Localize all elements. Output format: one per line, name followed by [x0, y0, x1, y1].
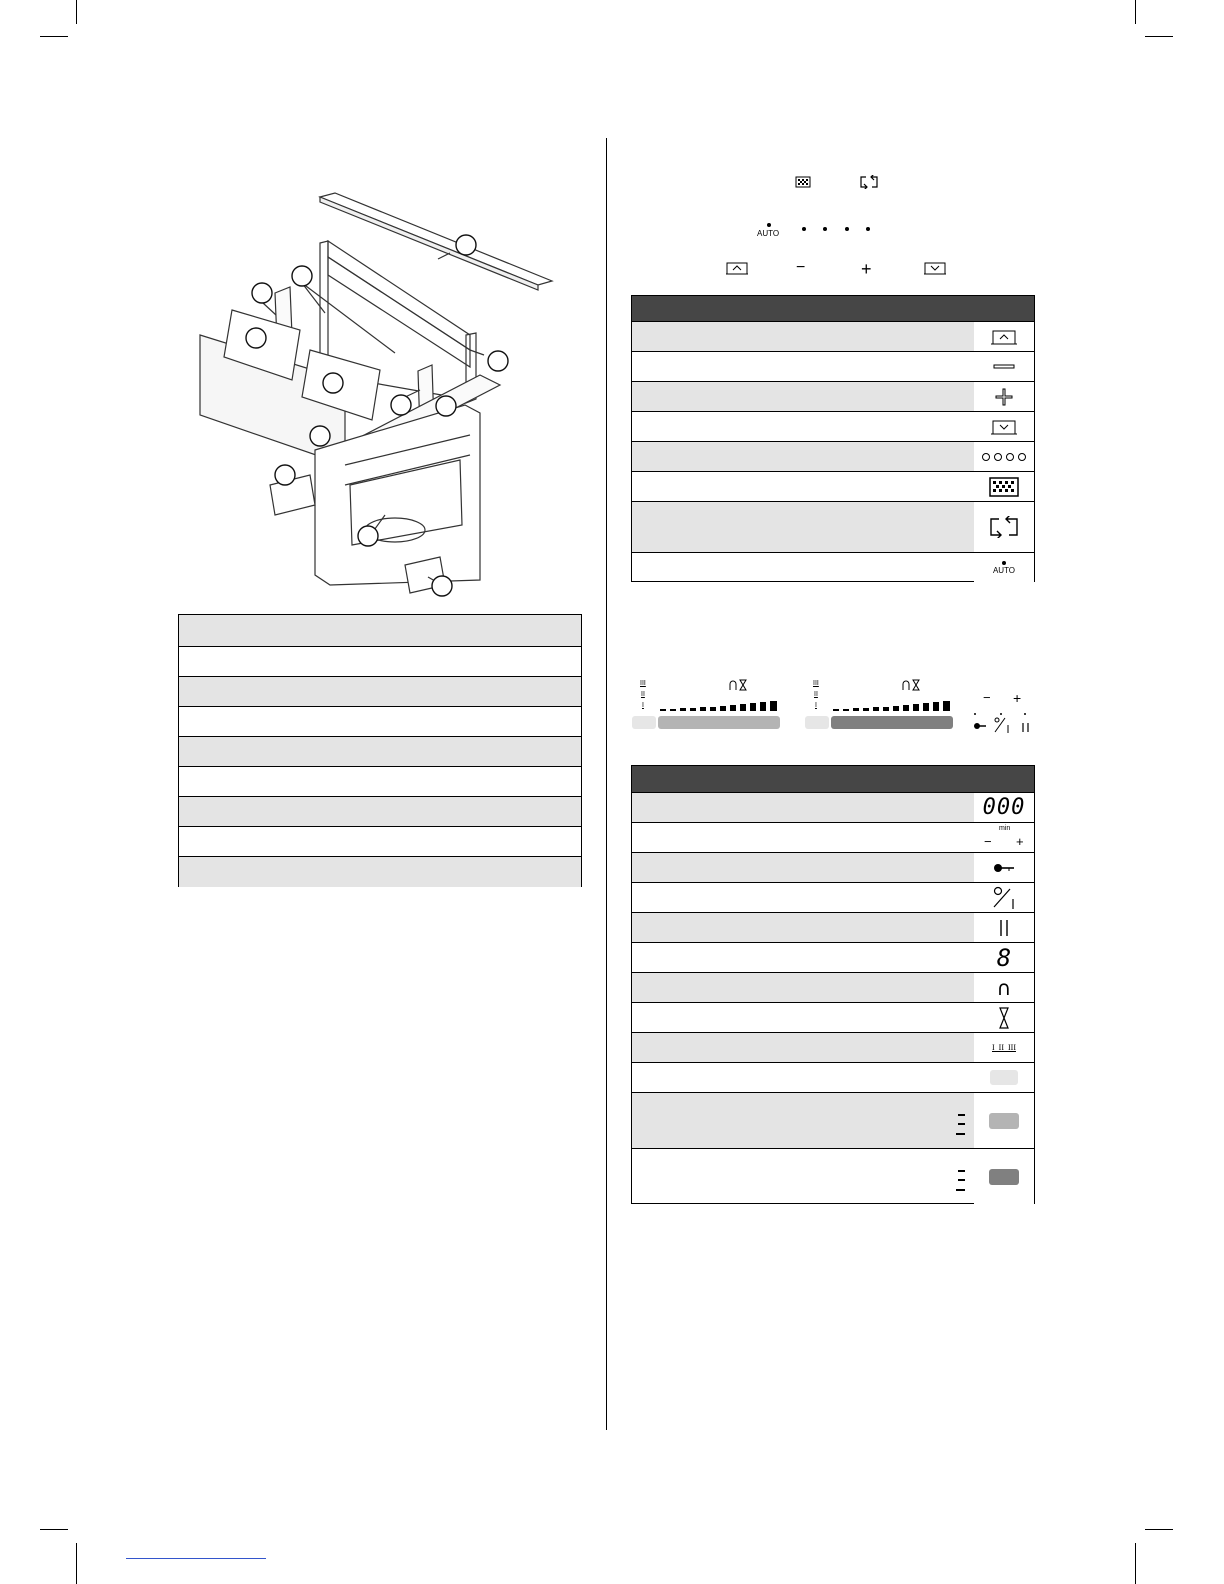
table-row	[179, 766, 581, 796]
timer-plus-icon: +	[1016, 834, 1024, 849]
pan-hourglass-icon	[729, 679, 747, 691]
zone-bar-medium	[658, 716, 780, 729]
zone-bar-dark	[831, 716, 953, 729]
plus-icon	[995, 388, 1013, 406]
crop-mark	[40, 1529, 68, 1530]
digit-display-icon: 8	[996, 943, 1012, 972]
exploded-view-diagram	[180, 185, 580, 605]
auto-button[interactable]: AUTO	[757, 229, 780, 238]
key-lock-icon	[993, 863, 1015, 873]
table-row	[632, 1032, 1034, 1062]
heat-level-label: I	[815, 702, 817, 709]
zone-medium-icon	[989, 1113, 1019, 1129]
table-row	[179, 856, 581, 887]
auto-dot	[1002, 561, 1006, 565]
auto-mode-icon: AUTO	[992, 565, 1016, 575]
footer-link[interactable]	[126, 1558, 266, 1559]
pan-detection-icon: ∩	[996, 975, 1012, 1000]
minus-icon	[993, 364, 1015, 370]
level-bars-icon	[956, 1113, 966, 1137]
crop-mark	[1135, 1543, 1136, 1584]
recirculation-icon	[989, 516, 1019, 538]
table-row	[179, 676, 581, 706]
plus-button[interactable]: +	[861, 259, 872, 279]
level-dot	[802, 227, 806, 231]
table-row	[179, 736, 581, 766]
table-row	[632, 1062, 1034, 1092]
auto-dot	[767, 223, 771, 227]
power-bar-graph	[833, 700, 953, 712]
table-row	[632, 471, 1034, 501]
grease-filter-icon	[989, 477, 1019, 497]
level-dot	[823, 227, 827, 231]
heat-level-label: III	[640, 680, 646, 687]
zone-light-indicator	[632, 716, 656, 729]
table-row	[632, 912, 1034, 942]
level-bars-icon	[956, 1169, 966, 1193]
table-row	[632, 942, 1034, 972]
pause-icon	[998, 918, 1010, 938]
hob-display	[630, 678, 1040, 740]
power-percent-icon	[992, 886, 1016, 910]
table-row	[632, 792, 1034, 822]
table-row	[632, 1002, 1034, 1032]
level-dot	[866, 227, 870, 231]
crop-mark	[76, 0, 77, 24]
crop-mark	[40, 36, 68, 37]
timer-min-label: min	[999, 825, 1011, 832]
heat-level-label: III	[813, 680, 819, 687]
table-row	[179, 706, 581, 736]
table-row	[632, 552, 1034, 582]
table-row	[632, 822, 1034, 852]
table-row	[632, 1148, 1034, 1204]
heat-level-label: II	[814, 691, 818, 698]
pan-hourglass-icon	[902, 679, 920, 691]
parts-table	[178, 614, 582, 887]
grease-filter-icon	[795, 176, 811, 188]
level-dot	[845, 227, 849, 231]
timer-minus-button[interactable]: −	[983, 690, 991, 705]
lock-power-pause-icons	[972, 712, 1034, 734]
hood-up-button[interactable]	[726, 262, 748, 275]
hood-up-icon	[991, 329, 1017, 345]
control-panel	[720, 170, 960, 280]
table-row	[632, 882, 1034, 912]
table-row	[632, 411, 1034, 441]
heat-level-label: II	[641, 691, 645, 698]
crop-mark	[1145, 36, 1173, 37]
hood-down-button[interactable]	[924, 262, 946, 275]
table-row	[632, 972, 1034, 1002]
crop-mark	[76, 1543, 77, 1584]
power-level-dots-icon	[981, 452, 1027, 462]
table-header	[632, 766, 1034, 792]
timer-plus-button[interactable]: +	[1013, 690, 1022, 706]
crop-mark	[1135, 0, 1136, 24]
hood-down-icon	[991, 419, 1017, 435]
table-header	[632, 296, 1034, 321]
minus-button[interactable]: −	[796, 259, 806, 276]
zone-dark-icon	[989, 1169, 1019, 1185]
heat-levels-icon: I II III	[992, 1043, 1016, 1052]
zone-light-icon	[990, 1070, 1018, 1085]
heat-level-label: I	[642, 702, 644, 709]
power-bar-graph	[660, 700, 780, 712]
zone-light-indicator	[805, 716, 829, 729]
controls-table	[631, 295, 1035, 582]
table-row	[632, 1092, 1034, 1148]
hourglass-icon	[999, 1007, 1009, 1029]
timer-minus-icon: −	[984, 834, 992, 849]
column-divider	[606, 138, 607, 1430]
table-row	[179, 826, 581, 856]
table-row	[179, 615, 581, 646]
table-row	[179, 796, 581, 826]
table-row	[632, 381, 1034, 411]
recirculation-icon	[860, 175, 878, 189]
table-row	[179, 646, 581, 676]
table-row	[632, 852, 1034, 882]
table-row	[632, 441, 1034, 471]
table-row	[632, 321, 1034, 351]
crop-mark	[1145, 1529, 1173, 1530]
table-row	[632, 351, 1034, 381]
timer-digits-icon: 000	[982, 795, 1026, 820]
table-row	[632, 501, 1034, 552]
display-table	[631, 765, 1035, 1204]
